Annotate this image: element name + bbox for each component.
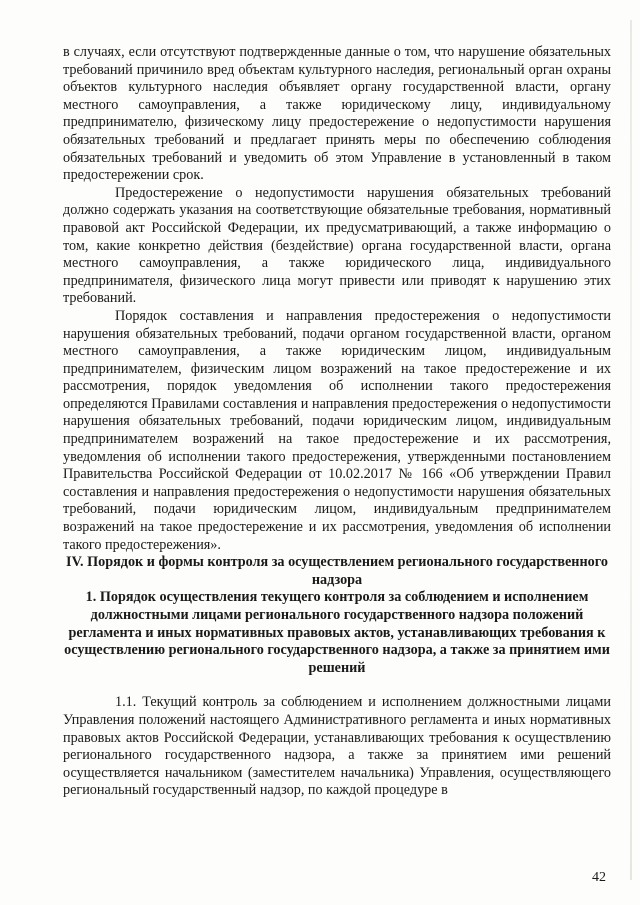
paragraph-2: Предостережение о недопустимости нарушения обязательных требований должно содержать указания на соответствующие обязательные требования, нормативный правовой акт Российской Федерации, их предусматривающий, а также информацию о том, какие конкретно действия (бездействие) органа государственной власти, органа местного самоуправления, а также юридического лица, индивидуального предпринимателя, физического лица могут привести или приводят к нарушению этих требований. xyxy=(63,184,611,307)
sub-heading: 1. Порядок осуществления текущего контроля за соблюдением и исполнением должностными лицами регионального государственного надзора положений регламента и иных нормативных правовых актов, устанавливающих требования к осуществлению регионального государственного надзора, а также за принятием ими решений xyxy=(64,589,610,676)
spacer xyxy=(63,677,611,694)
document-body xyxy=(63,44,611,800)
paragraph-4: 1.1. Текущий контроль за соблюдением и исполнением должностными лицами Управления положений настоящего Административного регламента и иных нормативных правовых актов Российской Федерации, устанавливающих требования к осуществлению регионального государственного надзора, а также за принятием ими решений осуществляется начальником (заместителем начальника) Управления, осуществляющего региональный государственный надзор, по каждой процедуре в xyxy=(63,694,611,799)
paragraph-3: Порядок составления и направления предостережения о недопустимости нарушения обязательных требований, подачи органом государственной власти, органом местного самоуправления, а также юридическим лицом, индивидуальным предпринимателем, физическим лицом возражений на такое предостережение и их рассмотрения, порядок уведомления об исполнении такого предостережения определяются Правилами составления и направления предостережения о недопустимости нарушения обязательных требований, подачи юридическим лицом, индивидуальным предпринимателем возражений на такое предостережение и их рассмотрения, уведомления об исполнении такого предостережения, утвержденными постановлением Правительства Российской Федерации от 10.02.2017 № 166 «Об утверждении Правил составления и направления предостережения о недопустимости нарушения обязательных требований, подачи юридическим лицом, индивидуальным предпринимателем возражений на такое предостережение и их рассмотрения, уведомления об исполнении такого предостережения». xyxy=(63,307,611,553)
scan-edge-mark xyxy=(630,20,632,880)
paragraph-1: в случаях, если отсутствуют подтвержденные данные о том, что нарушение обязательных требований причинило вред объектам культурного наследия, региональный орган охраны объектов культурного наследия объявляет органу государственной власти, органу местного самоуправления, а также юридическому лицу, индивидуальному предпринимателю, физическому лицу предостережение о недопустимости нарушения обязательных требований и предлагает принять меры по обеспечению соблюдения обязательных требований и уведомить об этом Управление в установленный в таком предостережении срок. xyxy=(63,44,611,184)
section-heading: IV. Порядок и формы контроля за осуществлением регионального государственного надзора xyxy=(66,554,608,588)
page-number: 42 xyxy=(592,870,606,885)
